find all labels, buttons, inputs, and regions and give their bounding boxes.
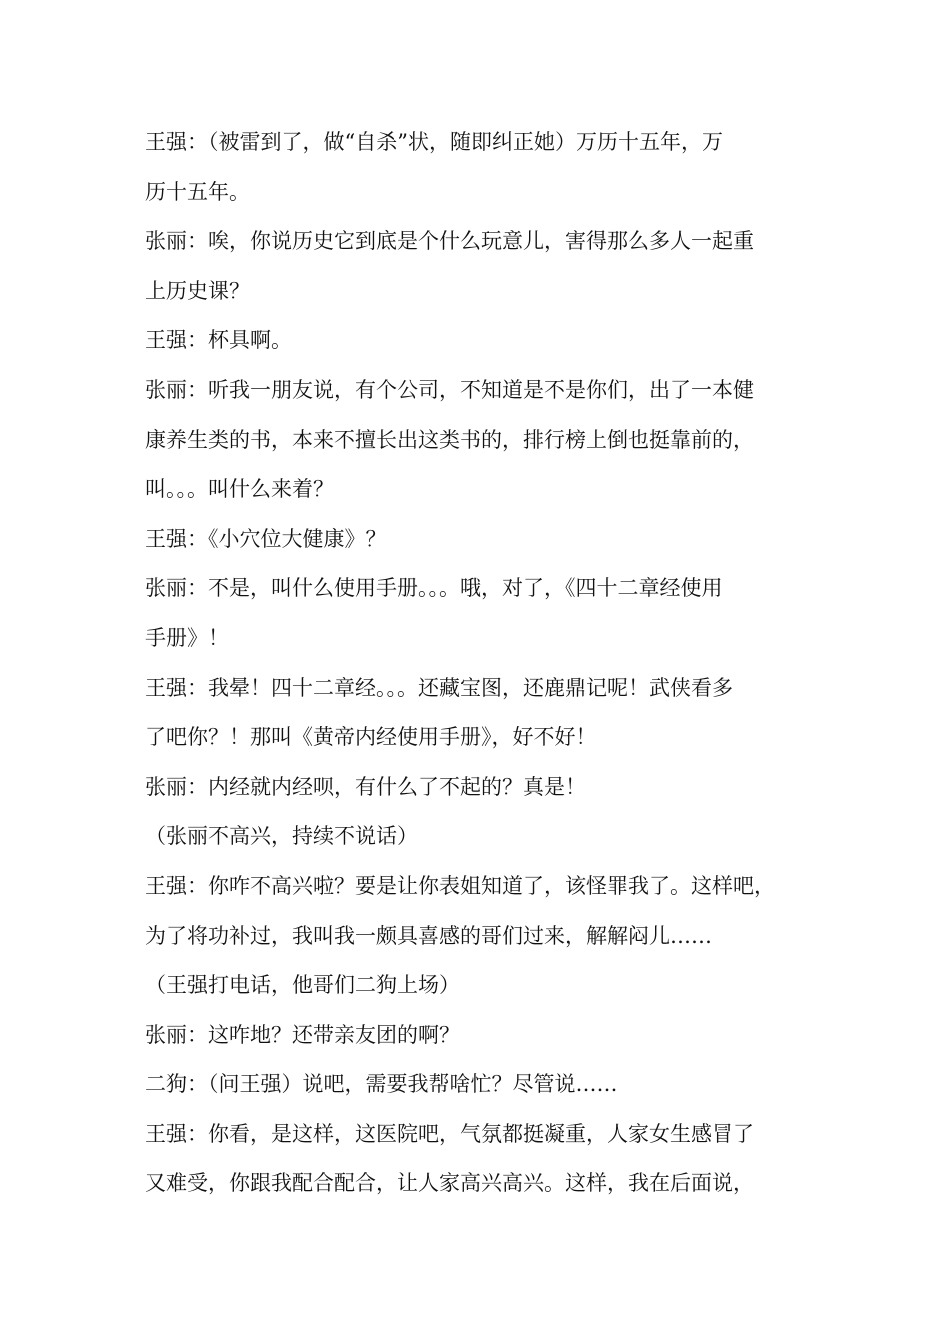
text-line: 王强：杯具啊。 bbox=[145, 328, 292, 353]
text-line: 王强：（被雷到了，做“自杀”状，随即纠正她）万历十五年，万 bbox=[145, 130, 723, 154]
text-line: 张丽：这咋地？还带亲友团的啊？ bbox=[145, 1022, 460, 1047]
text-line: 康养生类的书，本来不擅长出这类书的，排行榜上倒也挺靠前的， bbox=[145, 427, 754, 452]
text-line: 张丽：不是，叫什么使用手册。。。哦，对了，《四十二章经使用 bbox=[145, 576, 723, 601]
text-line: 王强：你看，是这样，这医院吧，气氛都挺凝重，人家女生感冒了 bbox=[145, 1121, 754, 1146]
text-line: 又难受，你跟我配合配合，让人家高兴高兴。这样，我在后面说， bbox=[145, 1171, 754, 1196]
text-line: 了吧你？！那叫《黄帝内经使用手册》，好不好！ bbox=[145, 725, 597, 750]
text-line: 张丽：听我一朋友说，有个公司，不知道是不是你们，出了一本健 bbox=[145, 377, 754, 402]
stage-direction: （王强打电话，他哥们二狗上场） bbox=[145, 973, 460, 998]
text-line: 为了将功补过，我叫我一颇具喜感的哥们过来，解解闷儿…… bbox=[145, 923, 712, 948]
text-line: 叫。。。叫什么来着？ bbox=[145, 477, 334, 502]
text-line: 王强：你咋不高兴啦？要是让你表姐知道了，该怪罪我了。这样吧， bbox=[145, 873, 775, 898]
text-line: 王强：《小穴位大健康》？ bbox=[145, 526, 387, 551]
text-line: 手册》！ bbox=[145, 625, 229, 650]
text-line: 张丽：唉，你说历史它到底是个什么玩意儿，害得那么多人一起重 bbox=[145, 229, 754, 254]
stage-direction: （张丽不高兴，持续不说话） bbox=[145, 824, 418, 849]
text-line: 王强：我晕！四十二章经。。。还藏宝图，还鹿鼎记呢！武侠看多 bbox=[145, 675, 733, 700]
text-line: 二狗：（问王强）说吧，需要我帮啥忙？尽管说…… bbox=[145, 1072, 618, 1097]
text-line: 张丽：内经就内经呗，有什么了不起的？真是！ bbox=[145, 774, 586, 799]
document-body bbox=[145, 118, 805, 1209]
text-line: 上历史课？ bbox=[145, 278, 250, 303]
text-line: 历十五年。 bbox=[145, 179, 250, 204]
